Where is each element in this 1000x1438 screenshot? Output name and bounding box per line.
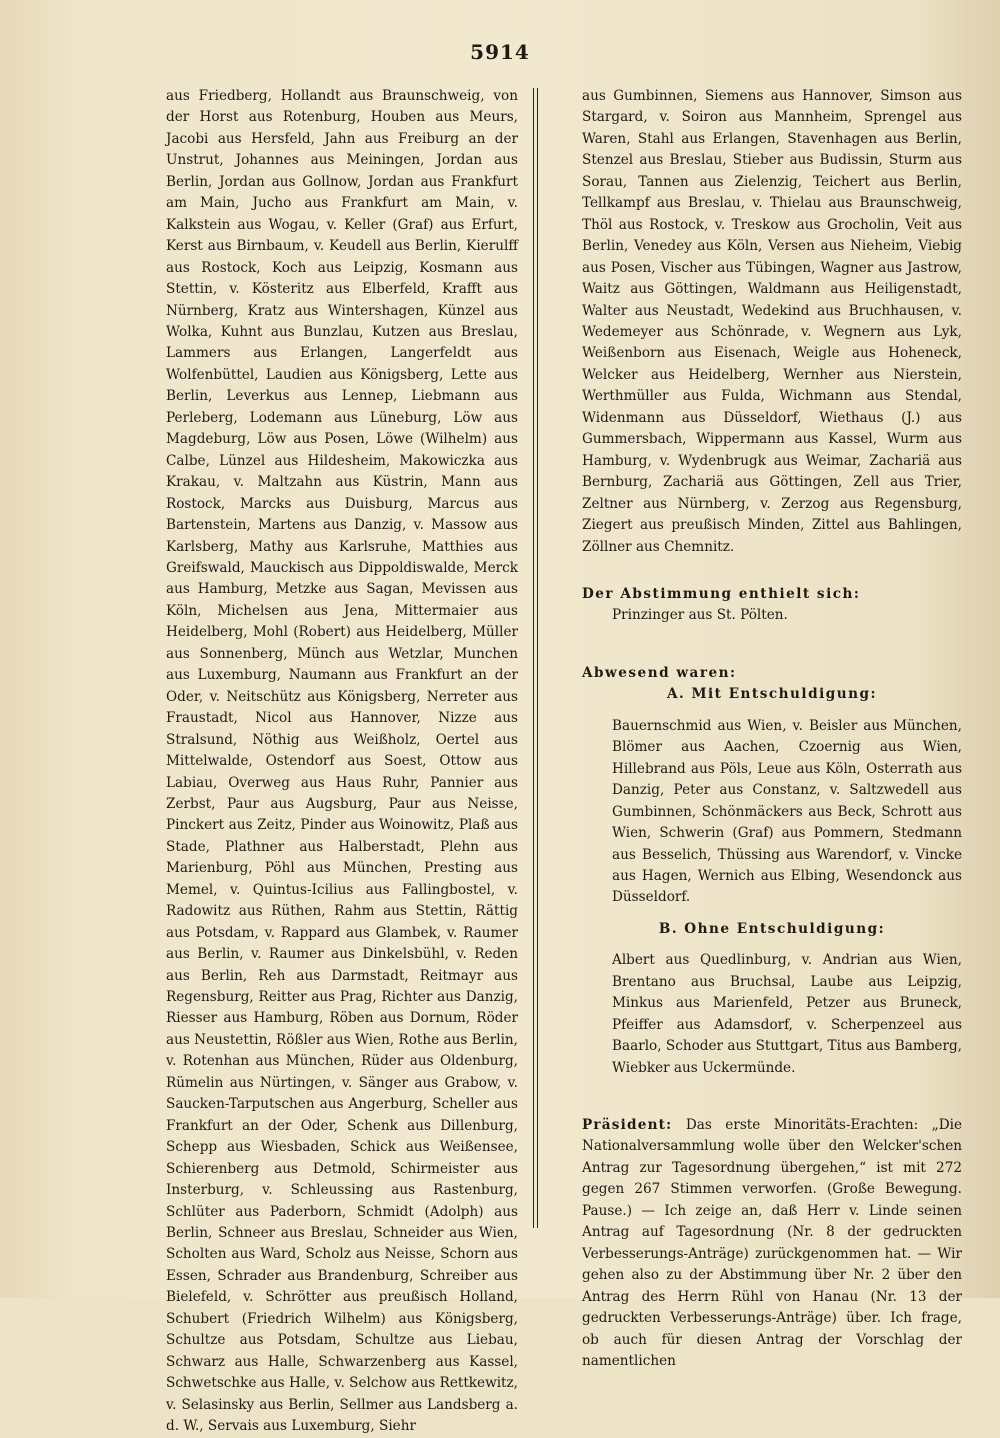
abstention-text: Prinzinger aus St. Pölten. xyxy=(612,607,788,624)
president-label: Präsident: xyxy=(582,1117,673,1134)
column-divider xyxy=(533,88,538,1228)
continuation-text: aus Gumbinnen, Siemens aus Hannover, Simson aus Stargard, v. Soiron aus Mannheim, Sprengel aus Waren, Stahl aus Erlangen, Stavenhagen aus Berlin, Stenzel aus Breslau, Stieber aus Budissin, Sturm aus Sorau, Tannen aus Zielenzig, Teichert aus Berlin, Tellkampf aus Breslau, v. Thielau aus Braunschweig, Thöl aus Rostock, v. Treskow aus Grocholin, Veit aus Berlin, Venedey aus Köln, Versen aus Nieheim, Viebig aus Posen, Vischer aus Tübingen, Wagner aus Jastrow, Waitz aus Göttingen, Waldmann aus Heiligenstadt, Walter aus Neustadt, Wedekind aus Bruchhausen, v. Wedemeyer aus Schönrade, v. Wegnern aus Lyk, Weißenborn aus Eisenach, Weigle aus Hoheneck, Welcker aus Heidelberg, Wernher aus Nierstein, Werthmüller aus Fulda, Wichmann aus Stendal, Widenmann aus Düsseldorf, Wiethaus (J.) aus Gummersbach, Wippermann aus Kassel, Wurm aus Hamburg, v. Wydenbrugk aus Weimar, Zachariä aus Bernburg, Zachariä aus Göttingen, Zell aus Trier, Zeltner aus Nürnberg, v. Zerzog aus Regensburg, Ziegert aus preußisch Minden, Zittel aus Bahlingen, Zöllner aus Chemnitz. xyxy=(582,88,962,555)
right-column xyxy=(582,86,962,1372)
unexcused-heading: B. Ohne Entschuldigung: xyxy=(658,920,886,937)
unexcused-list: Albert aus Quedlinburg, v. Andrian aus Wien, Brentano aus Bruchsal, Laube aus Leipzig, Minkus aus Marienfeld, Petzer aus Bruneck, Pfeiffer aus Adamsdorf, v. Scherpenzeel aus Baarlo, Schoder aus Stuttgart, Titus aus Bamberg, Wiebker aus Uckermünde. xyxy=(612,952,962,1076)
excused-heading: A. Mit Entschuldigung: xyxy=(666,686,878,703)
excused-list: Bauernschmid aus Wien, v. Beisler aus München, Blömer aus Aachen, Czoernig aus Wien, Hillebrand aus Pöls, Leue aus Köln, Osterrath aus Danzig, Peter aus Constanz, v. Saltzwedell aus Gumbinnen, Schönmäckers aus Beck, Schrott aus Wien, Schwerin (Graf) aus Pommern, Stedmann aus Besselich, Thüssing aus Warendorf, v. Vincke aus Hagen, Wernich aus Elbing, Wesendonck aus Düsseldorf. xyxy=(612,717,962,906)
absent-heading: Abwesend waren: xyxy=(582,664,737,681)
page-number: 5914 xyxy=(470,40,530,64)
abstention-heading: Der Abstimmung enthielt sich: xyxy=(582,585,861,602)
president-paragraph xyxy=(582,1115,962,1372)
left-column xyxy=(166,86,518,1438)
president-text: Das erste Minoritäts-Erachten: „Die Nationalversammlung wolle über den Welcker'schen Antrag zur Tagesordnung übergehen,“ ist mit 272 gegen 267 Stimmen verworfen. (Große Bewegung. Pause.) — Ich zeige an, daß Herr v. Linde seinen Antrag auf Tagesordnung (Nr. 8 der gedruckten Verbesserungs-Anträge) zurückgenommen hat. — Wir gehen also zu der Abstimmung über Nr. 2 über den Antrag des Herrn Rühl von Hanau (Nr. 13 der gedruckten Verbesserungs-Anträge) über. Ich frage, ob auch für diesen Antrag der Vorschlag der namentlichen xyxy=(582,1117,962,1370)
left-column-text: aus Friedberg, Hollandt aus Braunschweig, von der Horst aus Rotenburg, Houben aus Meurs, Jacobi aus Hersfeld, Jahn aus Freiburg an der Unstrut, Johannes aus Meiningen, Jordan aus Berlin, Jordan aus Gollnow, Jordan aus Frankfurt am Main, Jucho aus Frankfurt am Main, v. Kalkstein aus Wogau, v. Keller (Graf) aus Erfurt, Kerst aus Birnbaum, v. Keudell aus Berlin, Kierulff aus Rostock, Koch aus Leipzig, Kosmann aus Stettin, v. Kösteritz aus Elberfeld, Krafft aus Nürnberg, Kratz aus Wintershagen, Künzel aus Wolka, Kuhnt aus Bunzlau, Kutzen aus Breslau, Lammers aus Erlangen, Langerfeldt aus Wolfenbüttel, Laudien aus Königsberg, Lette aus Berlin, Leverkus aus Lennep, Liebmann aus Perleberg, Lodemann aus Lüneburg, Löw aus Magdeburg, Löw aus Posen, Löwe (Wilhelm) aus Calbe, Lünzel aus Hildesheim, Makowiczka aus Krakau, v. Maltzahn aus Küstrin, Mann aus Rostock, Marcks aus Duisburg, Marcus aus Bartenstein, Martens aus Danzig, v. Massow aus Karlsberg, Mathy aus Karlsruhe, Matthies aus Greifswald, Mauckisch aus Dippoldiswalde, Merck aus Hamburg, Metzke aus Sagan, Mevissen aus Köln, Michelsen aus Jena, Mittermaier aus Heidelberg, Mohl (Robert) aus Heidelberg, Müller aus Sonnenberg, Münch aus Wetzlar, Munchen aus Luxemburg, Naumann aus Frankfurt an der Oder, v. Neitschütz aus Königsberg, Nerreter aus Fraustadt, Nicol aus Hannover, Nizze aus Stralsund, Nöthig aus Weißholz, Oertel aus Mittelwalde, Ostendorf aus Soest, Ottow aus Labiau, Overweg aus Haus Ruhr, Pannier aus Zerbst, Paur aus Augsburg, Paur aus Neisse, Pinckert aus Zeitz, Pinder aus Woinowitz, Plaß aus Stade, Plathner aus Halberstadt, Plehn aus Marienburg, Pöhl aus München, Presting aus Memel, v. Quintus-Icilius aus Fallingbostel, v. Radowitz aus Rüthen, Rahm aus Stettin, Rättig aus Potsdam, v. Rappard aus Glambek, v. Raumer aus Berlin, v. Raumer aus Dinkelsbühl, v. Reden aus Berlin, Reh aus Darmstadt, Reitmayr aus Regensburg, Reitter aus Prag, Richter aus Danzig, Riesser aus Hamburg, Röben aus Dornum, Röder aus Neustettin, Rößler aus Wien, Rothe aus Berlin, v. Rotenhan aus München, Rüder aus Oldenburg, Rümelin aus Nürtingen, v. Sänger aus Grabow, v. Saucken-Tarputschen aus Angerburg, Scheller aus Frankfurt an der Oder, Schenk aus Dillenburg, Schepp aus Wiesbaden, Schick aus Weißensee, Schierenberg aus Detmold, Schirmeister aus Insterburg, v. Schleussing aus Rastenburg, Schlüter aus Paderborn, Schmidt (Adolph) aus Berlin, Schneer aus Breslau, Schneider aus Wien, Scholten aus Ward, Scholz aus Neisse, Schorn aus Essen, Schrader aus Brandenburg, Schreiber aus Bielefeld, v. Schrötter aus preußisch Holland, Schubert (Friedrich Wilhelm) aus Königsberg, Schultze aus Potsdam, Schultze aus Liebau, Schwarz aus Halle, Schwarzenberg aus Kassel, Schwetschke aus Halle, v. Selchow aus Rettkewitz, v. Selasinsky aus Berlin, Sellmer aus Landsberg a. d. W., Servais aus Luxemburg, Siehr xyxy=(166,88,518,1435)
